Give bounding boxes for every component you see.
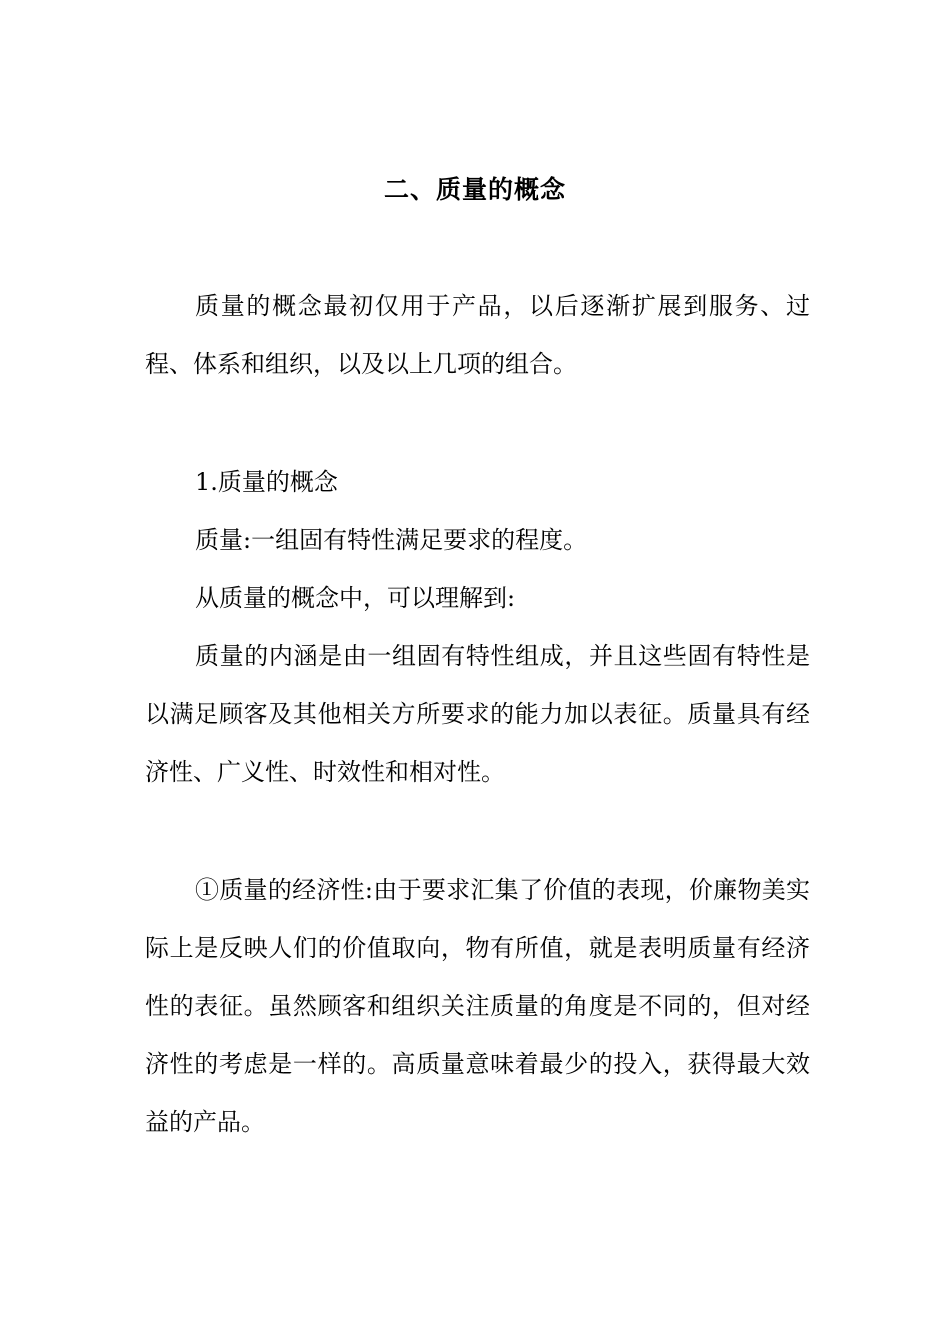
economy-paragraph: ①质量的经济性:由于要求汇集了价值的表现，价廉物美实际上是反映人们的价值取向，物有所值，就是表明质量有经济性的表征。虽然顾客和组织关注质量的角度是不同的，但对经济性的考虑是一样的。高质量意味着最少的投入，获得最大效益的产品。: [145, 876, 810, 1136]
intro-paragraph: 质量的概念最初仅用于产品，以后逐渐扩展到服务、过程、体系和组织，以及以上几项的组合。: [145, 292, 810, 378]
section-title: 二、质量的概念: [383, 175, 566, 204]
connotation-paragraph: 质量的内涵是由一组固有特性组成，并且这些固有特性是以满足顾客及其他相关方所要求的能力加以表征。质量具有经济性、广义性、时效性和相对性。: [145, 642, 810, 786]
subsection-heading: 1.质量的概念: [195, 468, 338, 496]
definition-paragraph: 质量:一组固有特性满足要求的程度。: [195, 526, 588, 554]
understanding-paragraph: 从质量的概念中，可以理解到:: [195, 584, 516, 612]
